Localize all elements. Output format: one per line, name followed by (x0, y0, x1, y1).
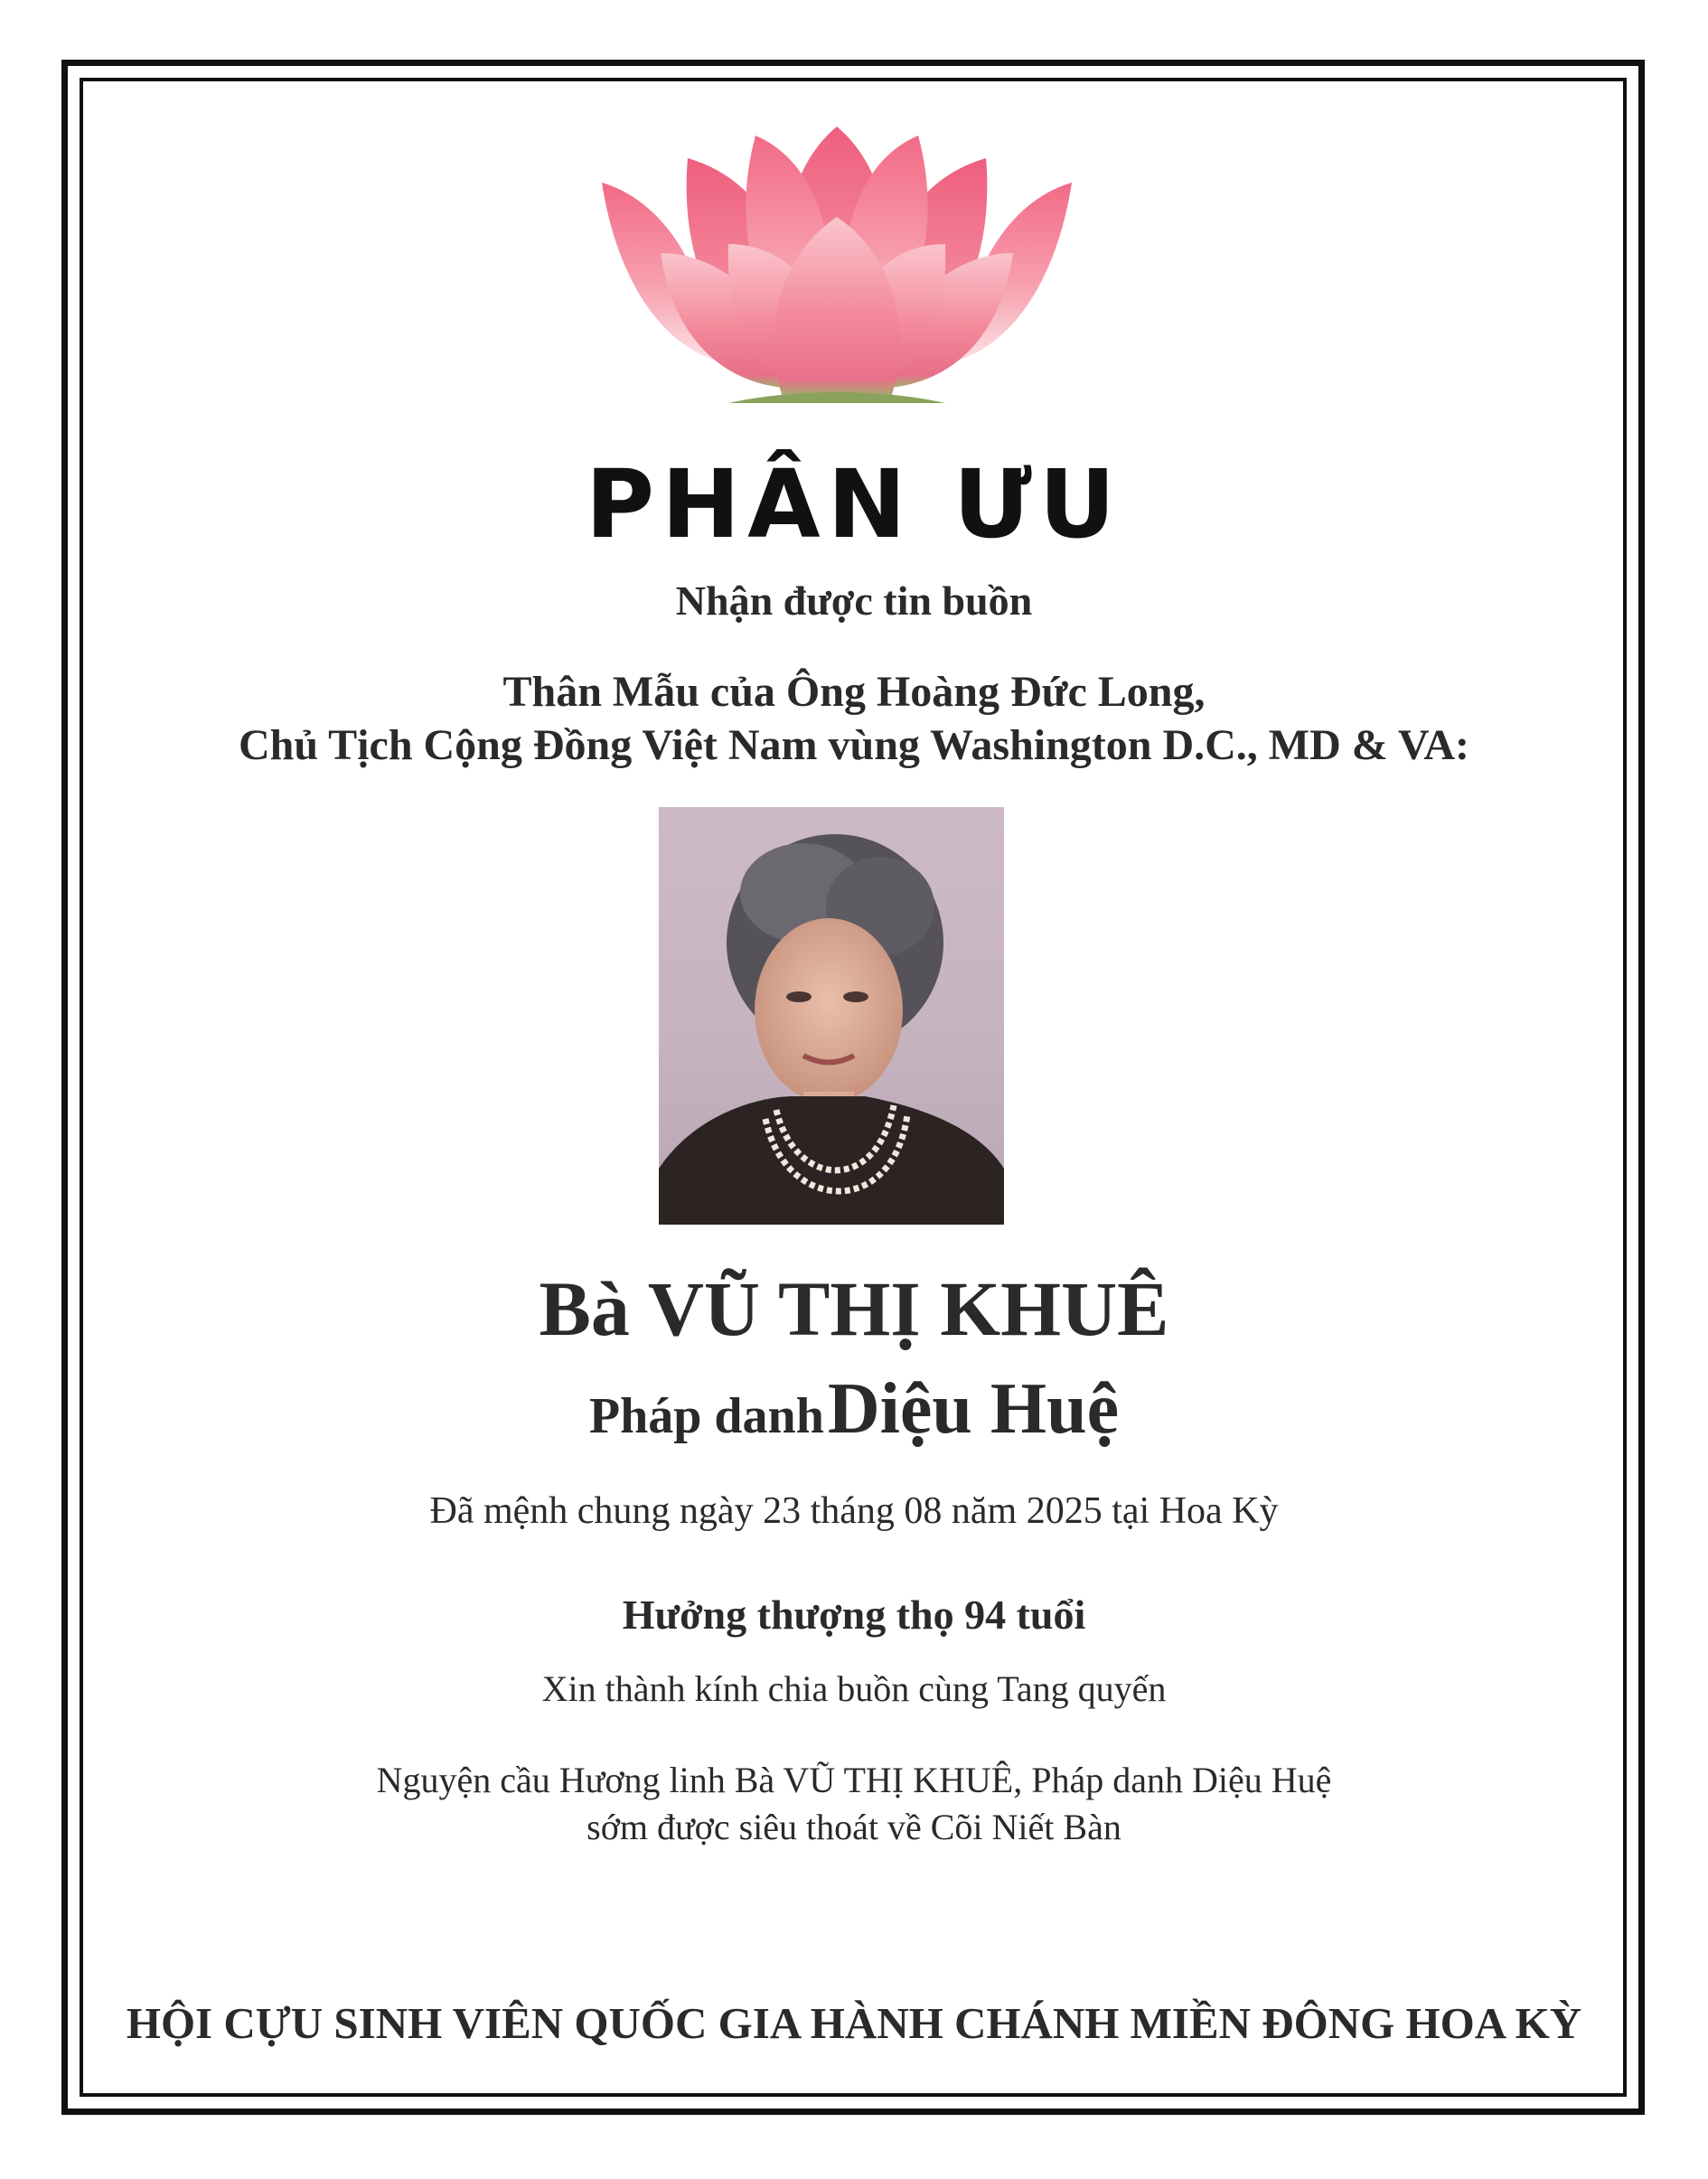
lotus-icon (593, 117, 1081, 416)
relation-line-1: Thân Mẫu của Ông Hoàng Đức Long, (502, 668, 1206, 716)
intro-text: Nhận được tin buồn (675, 578, 1033, 624)
relation-line-2: Chủ Tịch Cộng Đồng Việt Nam vùng Washington D.C., MD & VA: (238, 721, 1470, 769)
dharma-name: Diệu Huệ (827, 1369, 1120, 1449)
passing-date: Đã mệnh chung ngày 23 tháng 08 năm 2025 tại Hoa Kỳ (429, 1490, 1279, 1532)
condolence-text: Xin thành kính chia buồn cùng Tang quyến (541, 1668, 1167, 1709)
organization-signature: HỘI CỰU SINH VIÊN QUỐC GIA HÀNH CHÁNH MIỀN ĐÔNG HOA KỲ (126, 1998, 1582, 2048)
prayer-line-2: sớm được siêu thoát về Cõi Niết Bàn (587, 1807, 1121, 1847)
dharma-label: Pháp danh (588, 1388, 824, 1444)
portrait-photo (659, 807, 1004, 1225)
dharma-name-line (0, 1368, 1708, 1451)
age-text: Hưởng thượng thọ 94 tuổi (622, 1592, 1086, 1638)
prayer-line-1: Nguyện cầu Hương linh Bà VŨ THỊ KHUÊ, Pháp danh Diệu Huệ (376, 1760, 1332, 1800)
deceased-name: Bà VŨ THỊ KHUÊ (539, 1265, 1169, 1352)
page-title: PHÂN ƯU (585, 449, 1123, 559)
